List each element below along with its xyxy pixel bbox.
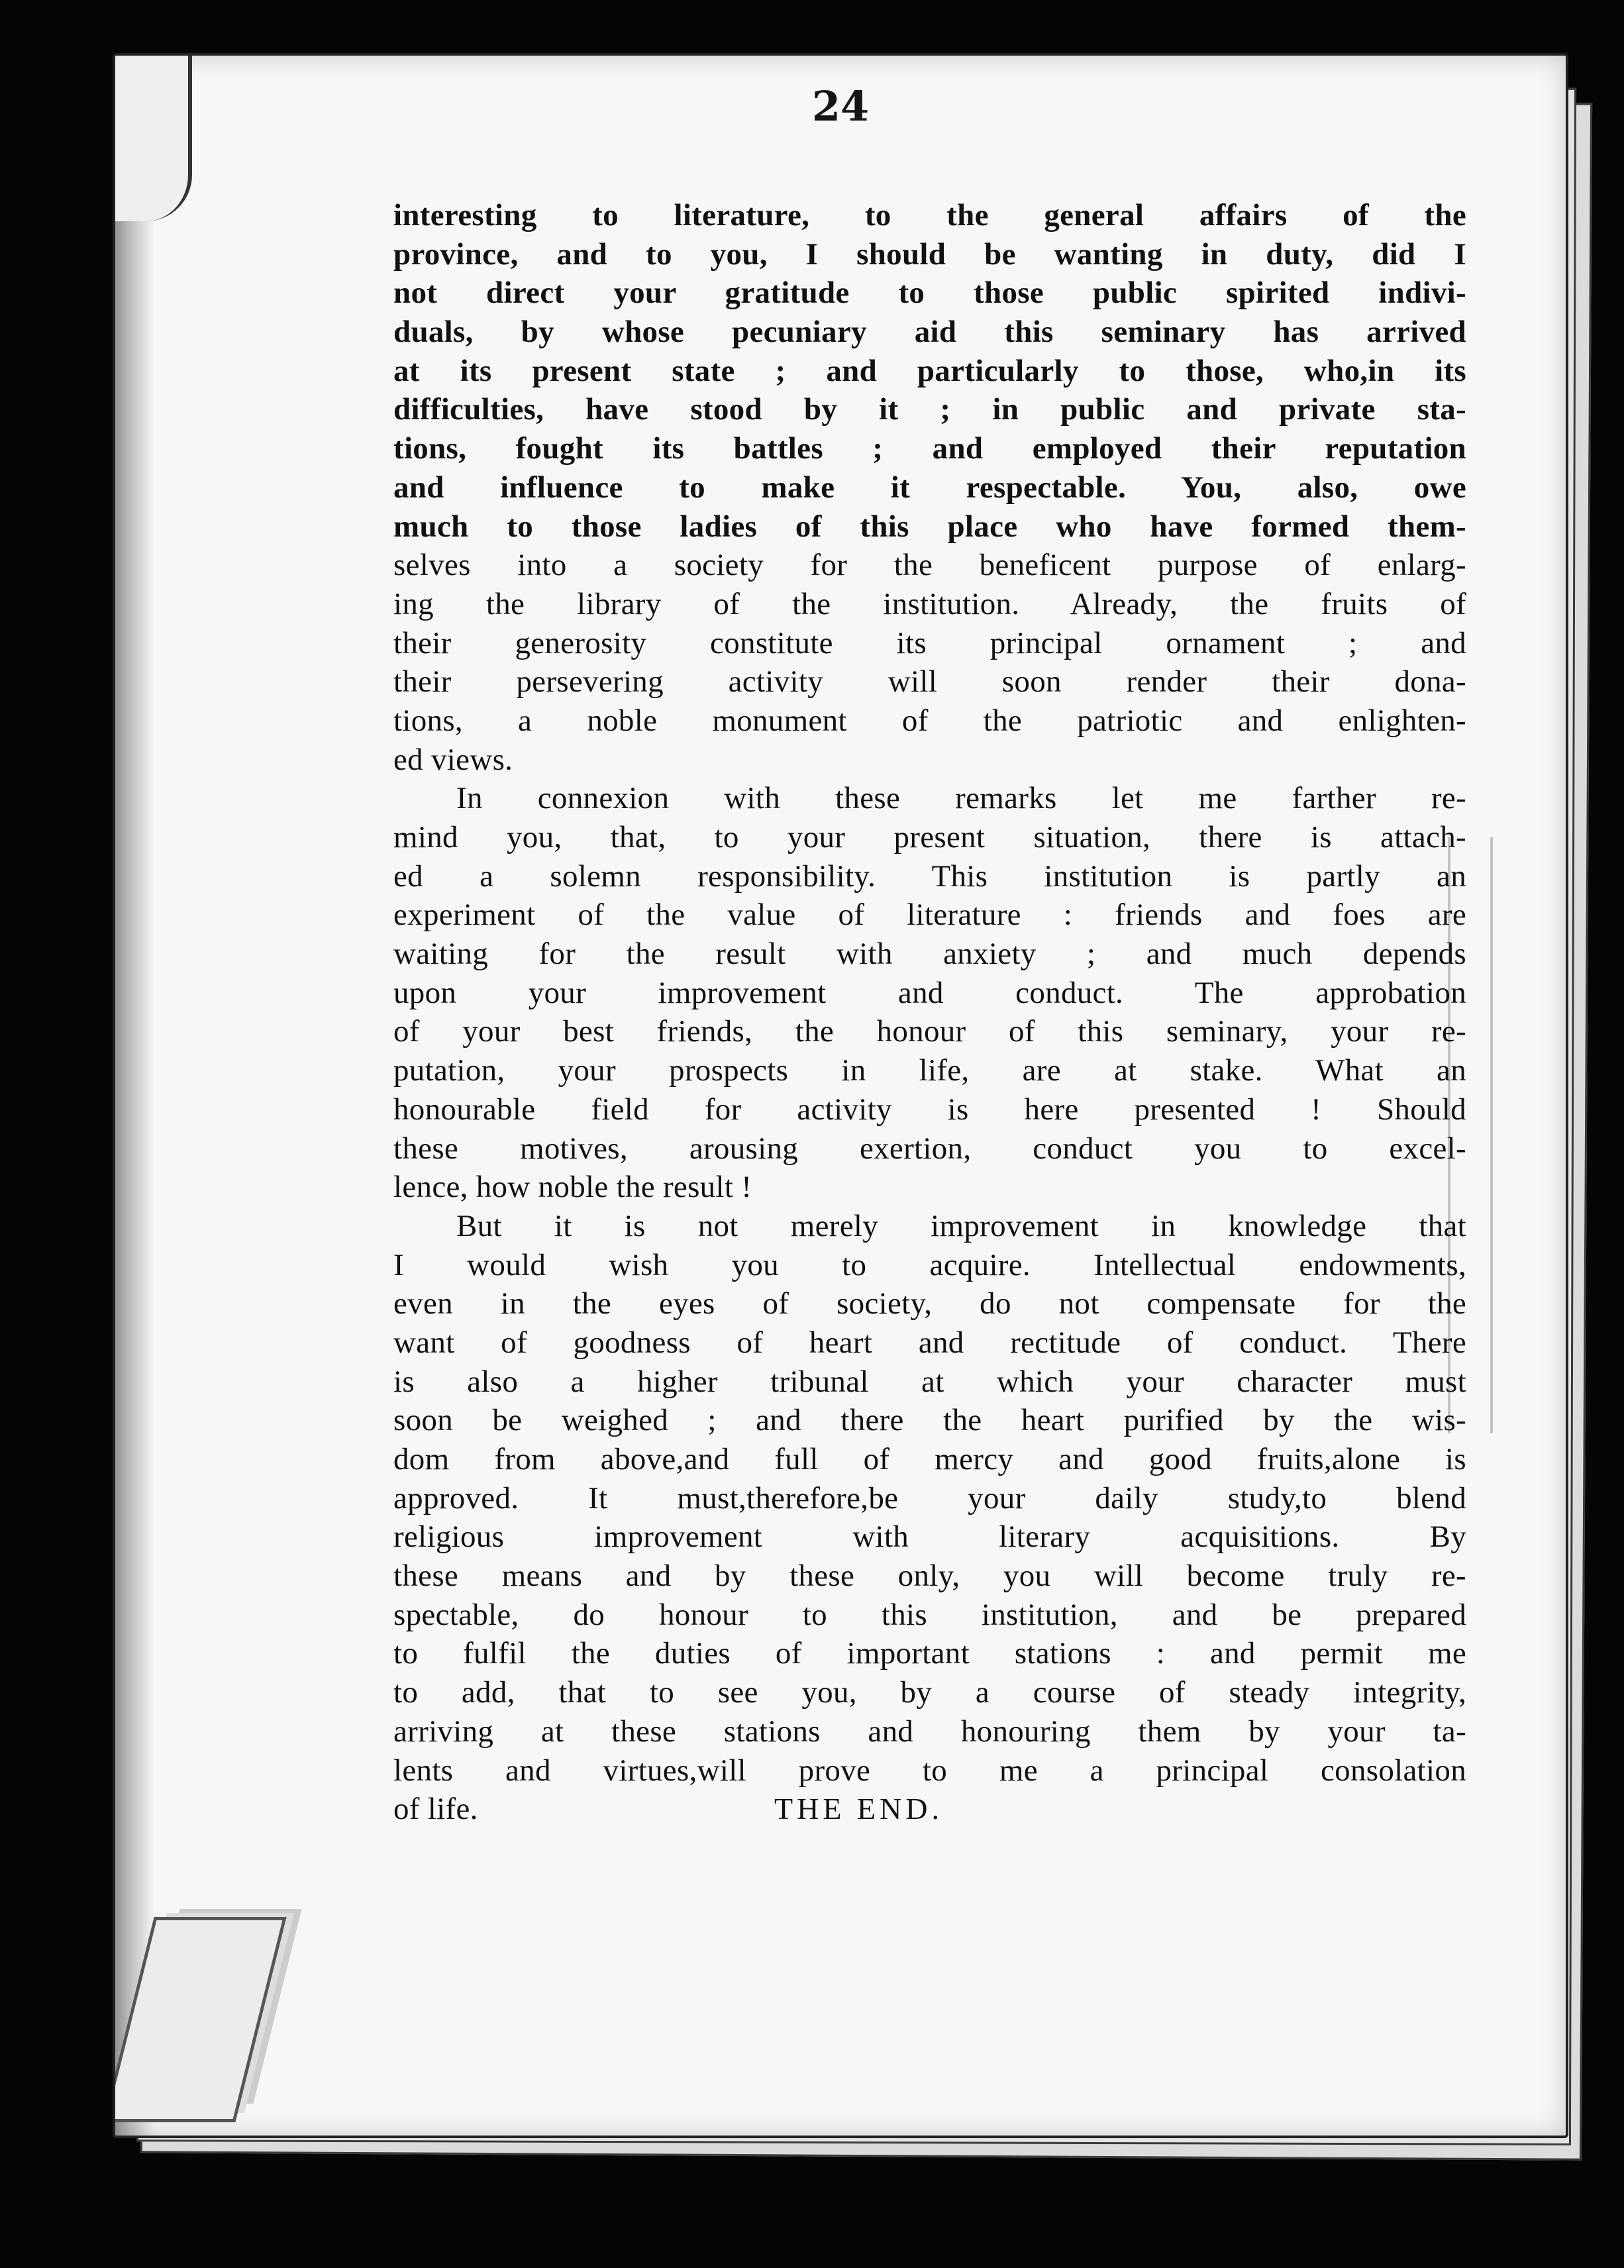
text-line: not direct your gratitude to those public spirited indivi-	[393, 276, 1466, 311]
text-line: arriving at these stations and honouring them by your ta-	[393, 1714, 1466, 1749]
text-line: waiting for the result with anxiety ; and much depends	[393, 937, 1466, 972]
page-curl-bottom	[113, 1917, 287, 2122]
text-line: mind you, that, to your present situation, there is attach-	[393, 820, 1466, 854]
text-line: to fulfil the duties of important stations : and permit me	[393, 1636, 1466, 1671]
text-line: approved. It must,therefore,be your daily study,to blend	[393, 1480, 1466, 1516]
text-line: duals, by whose pecuniary aid this seminary has arrived	[393, 315, 1466, 350]
text-line: interesting to literature, to the general affairs of the	[393, 198, 1466, 232]
text-line: their generosity constitute its principal ornament ; and	[393, 625, 1466, 660]
document-page	[113, 53, 1568, 2138]
text-line: is also a higher tribunal at which your character must	[393, 1364, 1466, 1399]
text-line: to add, that to see you, by a course of steady integrity,	[393, 1675, 1466, 1710]
text-line: upon your improvement and conduct. The approbation	[393, 975, 1466, 1010]
text-line: difficulties, have stood by it ; in public and private sta-	[393, 392, 1466, 427]
text-line: lents and virtues,will prove to me a principal consolation	[393, 1753, 1466, 1788]
text-line: tions, fought its battles ; and employed their reputation	[393, 431, 1466, 466]
text-line: and influence to make it respectable. You, also, owe	[393, 470, 1466, 505]
text-line: these motives, arousing exertion, conduct you to excel-	[393, 1131, 1466, 1166]
text-line: putation, your prospects in life, are at stake. What an	[393, 1053, 1466, 1088]
text-line: even in the eyes of society, do not compensate for the	[393, 1286, 1466, 1321]
text-line: But it is not merely improvement in knowledge that	[456, 1208, 1466, 1243]
text-line: honourable field for activity is here presented ! Should	[393, 1092, 1466, 1127]
page-number: 24	[811, 82, 870, 130]
text-line: of your best friends, the honour of this seminary, your re-	[393, 1014, 1466, 1049]
closing-line	[393, 1790, 1466, 1829]
body-text	[393, 196, 1466, 1829]
text-line: these means and by these only, you will become truly re-	[393, 1559, 1466, 1594]
text-line: much to those ladies of this place who have formed them-	[393, 509, 1466, 544]
text-line: experiment of the value of literature : friends and foes are	[393, 898, 1466, 933]
text-line: want of goodness of heart and rectitude of conduct. There	[393, 1325, 1466, 1360]
text-line: ing the library of the institution. Already, the fruits of	[393, 586, 1466, 621]
text-line: religious improvement with literary acquisitions. By	[393, 1520, 1466, 1555]
text-line: tions, a noble monument of the patriotic and enlighten-	[393, 703, 1466, 738]
text-line: at its present state ; and particularly to those, who,in its	[393, 353, 1466, 388]
text-line: spectable, do honour to this institution, and be prepared	[393, 1597, 1466, 1632]
closing-text: of life.	[393, 1792, 478, 1827]
text-line: soon be weighed ; and there the heart purified by the wis-	[393, 1403, 1466, 1438]
text-line: province, and to you, I should be wanting in duty, did I	[393, 236, 1466, 272]
text-line: selves into a society for the beneficent purpose of enlarg-	[393, 548, 1466, 583]
text-line: dom from above,and full of mercy and good fruits,alone is	[393, 1442, 1466, 1476]
the-end-label: THE END.	[774, 1792, 943, 1826]
text-line: their persevering activity will soon render their dona-	[393, 664, 1466, 699]
text-line: In connexion with these remarks let me farther re-	[456, 781, 1466, 816]
text-line: ed a solemn responsibility. This institution is partly an	[393, 858, 1466, 894]
text-line: ed views.	[393, 742, 513, 777]
text-line: lence, how noble the result !	[393, 1170, 752, 1205]
page-curl-top	[113, 53, 192, 221]
text-line: I would wish you to acquire. Intellectual endowments,	[393, 1247, 1466, 1282]
